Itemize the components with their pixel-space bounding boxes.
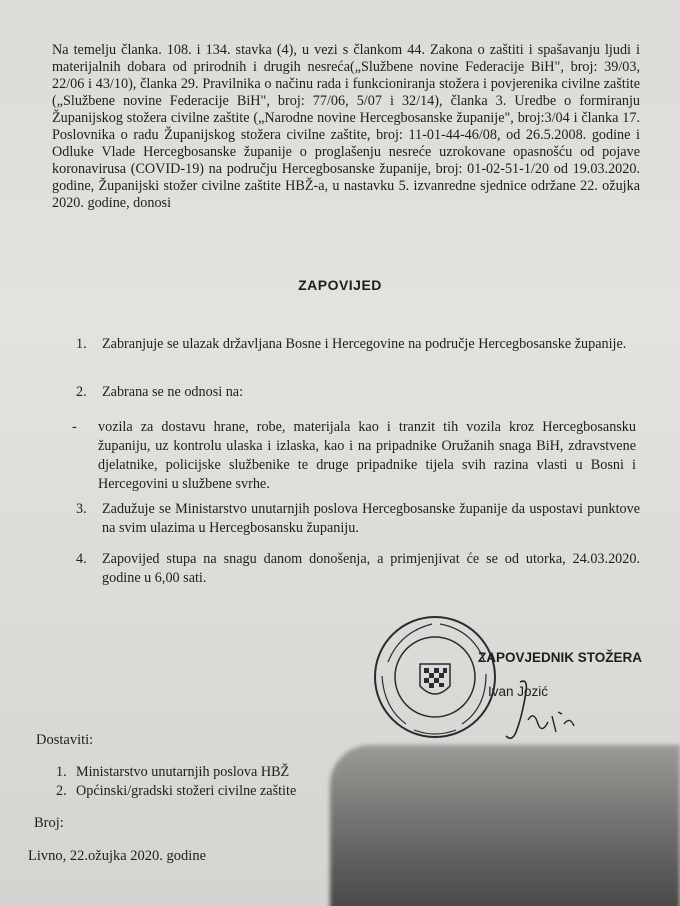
list-item-text: Općinski/gradski stožeri civilne zaštite	[76, 783, 297, 799]
order-item-2	[76, 383, 640, 402]
signatory-name: Ivan Jozić	[488, 684, 549, 699]
item-number: 3.	[76, 501, 87, 517]
official-seal-stamp	[370, 612, 500, 742]
item-number: 1.	[76, 336, 87, 352]
item-text: Zadužuje se Ministarstvo unutarnjih poslova Hercegbosanske županije da uspostavi punktove na svim ulazima u Hercegbosansku županiju.	[102, 501, 640, 536]
list-item	[56, 782, 376, 801]
photo-shadow	[330, 745, 680, 906]
preamble-paragraph: Na temelju članka. 108. i 134. stavka (4), u vezi s člankom 44. Zakona o zaštiti i spašavanju ljudi i materijalnih dobara od prirodnih i drugih nesreća(„Službene novine Federacije BiH", broj: 39/03, 22/06 i 43/10), članka 29. Pravilnika o načinu rada i funkcioniranja stožera i povjerenika civilne zaštite („Službene novine Federacije BiH", broj: 77/06, 5/07 i 32/14), članka 3. Uredbe o formiranju Županijskog stožera civilne zaštite („Narodne novine Hercegbosanske županije", broj:3/04 i članka 17. Poslovnika o radu Županijskog stožera civilne zaštite, broj: 11-01-44-46/08, od 26.5.2008. godine i Odluke Vlade Hercegbosanske županije o proglašenju nesreće uzrokovane opasnošću od pojave koronavirusa (COVID-19) na području Hercegbosanske županije, broj: 01-02-51-1/20 od 19.03.2020. godine, Županijski stožer civilne zaštite HBŽ-a, u nastavku 5. izvanredne sjednice održane 22. ožujka 2020. godine, donosi	[52, 42, 640, 211]
item-number: 2.	[76, 384, 87, 400]
order-item-3	[76, 500, 640, 538]
reference-number-label: Broj:	[34, 815, 64, 831]
coat-of-arms-icon	[420, 664, 450, 694]
order-item-1	[76, 335, 640, 354]
list-item-number: 2.	[56, 783, 67, 799]
distribution-list	[56, 763, 376, 801]
item-text: Zapovijed stupa na snagu danom donošenja, a primjenjivat će se od utorka, 24.03.2020. godine u 6,00 sati.	[102, 551, 640, 586]
item-text: Zabranjuje se ulazak državljana Bosne i Hercegovine na područje Hercegbosanske županije.	[102, 336, 627, 352]
list-item-number: 1.	[56, 764, 67, 780]
list-item	[56, 763, 376, 782]
place-and-date: Livno, 22.ožujka 2020. godine	[28, 848, 207, 864]
item-text: Zabrana se ne odnosi na:	[102, 384, 244, 400]
distribution-label: Dostaviti:	[36, 732, 94, 748]
document-title: ZAPOVIJED	[298, 277, 382, 293]
signature-role: ZAPOVJEDNIK STOŽERA	[478, 650, 643, 665]
item-dash: -	[72, 419, 77, 435]
item-text: vozila za dostavu hrane, robe, materijala kao i tranzit tih vozila kroz Hercegbosansku županiju, uz kontrolu ulaska i izlaska, kao i na pripadnike Oružanih snaga BiH, zdravstvene djelatnike, policijske službenike te druge pripadnike tijela svih razina vlasti u Bosni i Hercegovini u službene svrhe.	[98, 419, 636, 492]
handwritten-signature	[498, 672, 598, 752]
order-subitem-exception	[72, 418, 636, 494]
order-item-4	[76, 550, 640, 588]
item-number: 4.	[76, 551, 87, 567]
list-item-text: Ministarstvo unutarnjih poslova HBŽ	[76, 764, 290, 780]
